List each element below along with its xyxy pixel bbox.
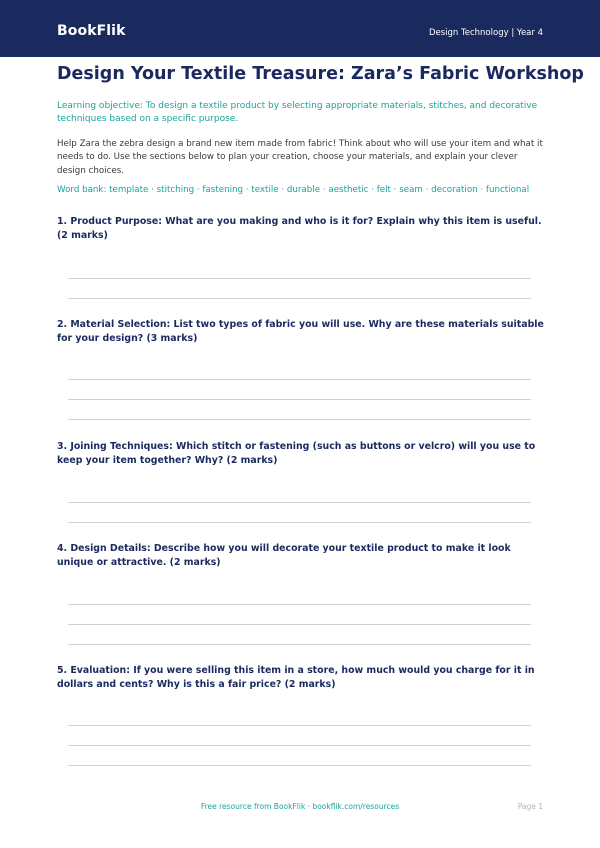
footer-text: Free resource from BookFlik · bookflik.com/resources — [200, 802, 400, 811]
question-text: 1. Product Purpose: What are you making and who is it for? Explain why this item is useful. (2 marks) — [57, 216, 542, 241]
answer-line[interactable] — [68, 624, 531, 625]
question-5 — [57, 664, 547, 692]
answer-line[interactable] — [68, 399, 531, 400]
answer-line[interactable] — [68, 745, 531, 746]
answer-line[interactable] — [68, 522, 531, 523]
question-4 — [57, 542, 547, 570]
word-bank: Word bank: template · stitching · fastening · textile · durable · aesthetic · felt · seam · decoration · functional — [57, 185, 530, 195]
answer-line[interactable] — [68, 765, 531, 766]
intro-paragraph: Help Zara the zebra design a brand new item made from fabric! Think about who will use your item and what it needs to do. Use the sections below to plan your creation, choose your materials, and explain your clever design choices. — [57, 139, 543, 176]
answer-line[interactable] — [68, 379, 531, 380]
answer-line[interactable] — [68, 604, 531, 605]
answer-line[interactable] — [68, 644, 531, 645]
answer-line[interactable] — [68, 278, 531, 279]
question-2 — [57, 318, 547, 346]
brand-logo: BookFlik — [57, 23, 126, 39]
question-text: 3. Joining Techniques: Which stitch or fastening (such as buttons or velcro) will you use to keep your item together? Why? (2 marks) — [57, 441, 536, 466]
answer-line[interactable] — [68, 298, 531, 299]
question-3 — [57, 440, 547, 468]
worksheet-title: Design Your Textile Treasure: Zara’s Fabric Workshop — [57, 64, 584, 84]
page-number: Page 1 — [517, 802, 543, 811]
answer-line[interactable] — [68, 419, 531, 420]
question-text: 2. Material Selection: List two types of fabric you will use. Why are these materials suitable for your design? (3 marks) — [57, 319, 544, 344]
question-text: 5. Evaluation: If you were selling this item in a store, how much would you charge for it in dollars and cents? Why is this a fair price? (2 marks) — [57, 665, 535, 690]
question-text: 4. Design Details: Describe how you will decorate your textile product to make it look unique or attractive. (2 marks) — [57, 543, 511, 568]
subject-label: Design Technology | Year 4 — [428, 28, 543, 38]
learning-objective: Learning objective: To design a textile product by selecting appropriate materials, stitches, and decorative techniques based on a specific purpose. — [57, 101, 538, 124]
answer-line[interactable] — [68, 502, 531, 503]
question-1 — [57, 215, 547, 243]
answer-line[interactable] — [68, 725, 531, 726]
page-header — [0, 0, 600, 57]
